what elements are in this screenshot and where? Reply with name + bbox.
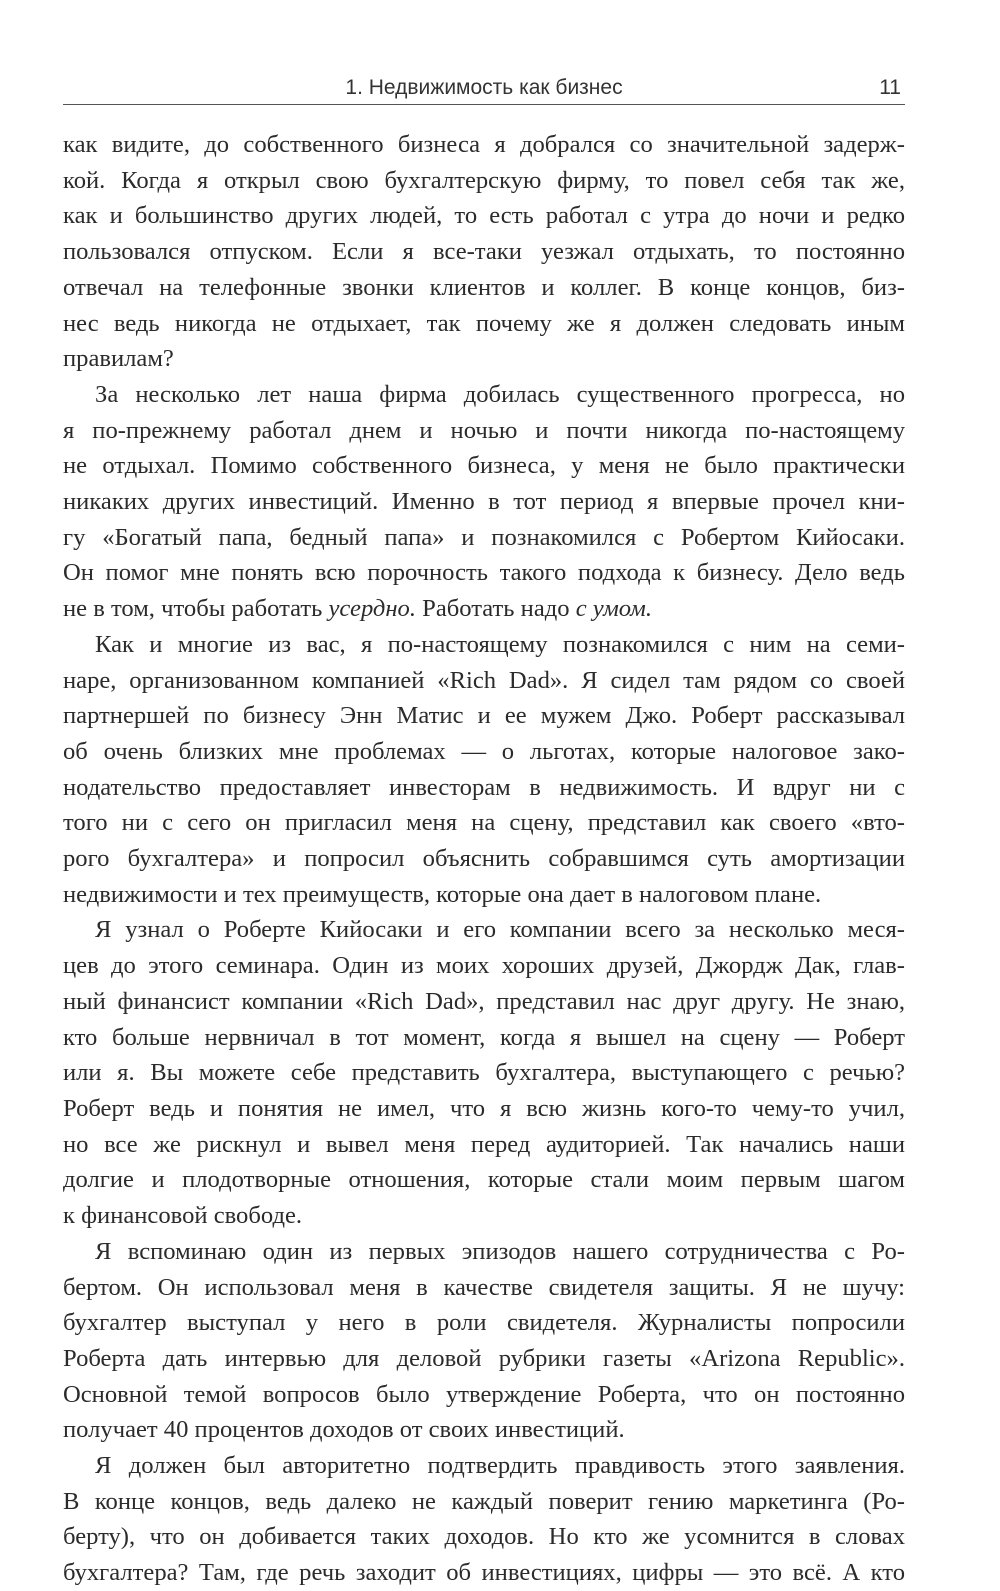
text-line: я по-прежнему работал днем и ночью и почти никогда по-настоящему bbox=[63, 416, 905, 444]
text-line: пользовался отпуском. Если я все-таки уезжал отдыхать, то постоянно bbox=[63, 238, 905, 266]
text-line: Роберта дать интервью для деловой рубрики газеты «Arizona Republic». bbox=[63, 1344, 905, 1372]
text-line: бертом. Он использовал меня в качестве свидетеля защиты. Я не шучу: bbox=[63, 1273, 905, 1301]
text-line: берту), что он добивается таких доходов. Но кто же усомнится в словах bbox=[63, 1523, 905, 1551]
text-line: получает 40 процентов доходов от своих инвестиций. bbox=[63, 1416, 625, 1444]
text-line: Основной темой вопросов было утверждение Роберта, что он постоянно bbox=[63, 1380, 905, 1408]
text-line: Я вспоминаю один из первых эпизодов нашего сотрудничества с Ро- bbox=[95, 1237, 905, 1265]
text-line: партнершей по бизнесу Энн Матис и ее мужем Джо. Роберт рассказывал bbox=[63, 702, 905, 730]
text-line: об очень близких мне проблемах — о льготах, которые налоговое зако- bbox=[63, 737, 905, 765]
page-number: 11 bbox=[879, 76, 901, 99]
text-fragment: не в том, чтобы работать bbox=[63, 595, 329, 623]
text-line: не отдыхал. Помимо собственного бизнеса, у меня не было практически bbox=[63, 452, 905, 480]
text-line: Я должен был авторитетно подтвердить правдивость этого заявления. bbox=[95, 1452, 905, 1480]
text-fragment: Работать надо bbox=[416, 595, 576, 623]
running-header bbox=[63, 74, 905, 105]
body-text bbox=[63, 127, 905, 1591]
text-line: рого бухгалтера» и попросил объяснить собравшимся суть амортизации bbox=[63, 845, 905, 873]
text-line: бухгалтер выступал у него в роли свидетеля. Журналисты попросили bbox=[63, 1309, 905, 1337]
text-line: недвижимости и тех преимуществ, которые она дает в налоговом плане. bbox=[63, 880, 822, 908]
chapter-title: 1. Недвижимость как бизнес bbox=[345, 76, 623, 99]
text-line bbox=[63, 591, 905, 627]
text-line: наре, организованном компанией «Rich Dad». Я сидел там рядом со своей bbox=[63, 666, 905, 694]
text-line: Как и многие из вас, я по-настоящему познакомился с ним на семи- bbox=[95, 630, 905, 658]
text-line: как видите, до собственного бизнеса я добрался со значительной задерж- bbox=[63, 131, 905, 158]
text-line: Он помог мне понять всю порочность такого подхода к бизнесу. Дело ведь bbox=[63, 559, 905, 587]
text-line: или я. Вы можете себе представить бухгалтера, выступающего с речью? bbox=[63, 1059, 905, 1087]
text-line: отвечал на телефонные звонки клиентов и коллег. В конце концов, биз- bbox=[63, 273, 905, 301]
text-line: как и большинство других людей, то есть работал с утра до ночи и редко bbox=[63, 202, 905, 230]
text-line: но все же рискнул и вывел меня перед аудиторией. Так начались наши bbox=[63, 1130, 905, 1158]
text-line: нес ведь никогда не отдыхает, так почему же я должен следовать иным bbox=[63, 309, 905, 337]
text-line: бухгалтера? Там, где речь заходит об инвестициях, цифры — это всё. А кто bbox=[63, 1559, 905, 1587]
text-line: ный финансист компании «Rich Dad», представил нас друг другу. Не знаю, bbox=[63, 987, 905, 1015]
text-line: нодательство предоставляет инвесторам в недвижимость. И вдруг ни с bbox=[63, 773, 905, 801]
text-line: гу «Богатый папа, бедный папа» и познакомился с Робертом Кийосаки. bbox=[63, 523, 905, 551]
text-line: За несколько лет наша фирма добилась существенного прогресса, но bbox=[95, 380, 905, 408]
text-line: того ни с сего он пригласил меня на сцену, представил как своего «вто- bbox=[63, 809, 905, 837]
text-line: никаких других инвестиций. Именно в тот период я впервые прочел кни- bbox=[63, 488, 905, 516]
text-line: правилам? bbox=[63, 345, 174, 373]
emphasis-text: с умом. bbox=[575, 595, 652, 623]
text-line: кой. Когда я открыл свою бухгалтерскую фирму, то повел себя так же, bbox=[63, 166, 905, 194]
text-line: Я узнал о Роберте Кийосаки и его компании всего за несколько меся- bbox=[95, 916, 905, 944]
text-line: цев до этого семинара. Один из моих хороших друзей, Джордж Дак, глав- bbox=[63, 952, 905, 980]
text-line: к финансовой свободе. bbox=[63, 1202, 303, 1230]
text-line: В конце концов, ведь далеко не каждый поверит гению маркетинга (Ро- bbox=[63, 1487, 905, 1515]
text-line: кто больше нервничал в тот момент, когда я вышел на сцену — Роберт bbox=[63, 1023, 905, 1051]
text-line: долгие и плодотворные отношения, которые стали моим первым шагом bbox=[63, 1166, 905, 1194]
text-line: Роберт ведь и понятия не имел, что я всю жизнь кого-то чему-то учил, bbox=[63, 1094, 905, 1122]
emphasis-text: усердно. bbox=[328, 595, 416, 623]
